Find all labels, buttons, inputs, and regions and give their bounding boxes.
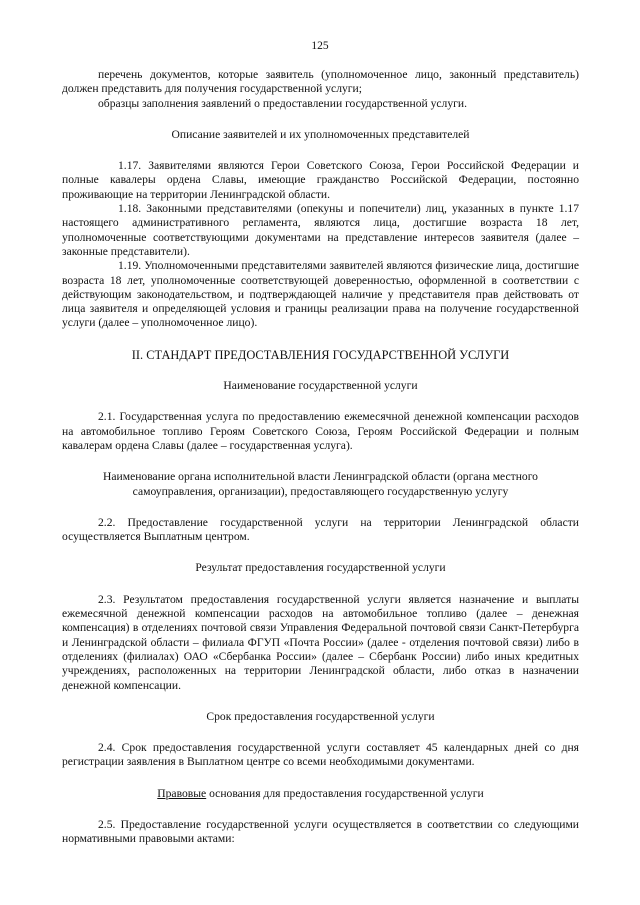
intro-documents-list: перечень документов, которые заявитель (уполномоченное лицо, законный представитель) должен представить для получения государственной услуги;: [62, 68, 579, 96]
document-body: [62, 68, 579, 847]
legal-heading-rest: основания для предоставления государственной услуги: [206, 786, 484, 800]
paragraph-2-5: 2.5. Предоставление государственной услуги осуществляется в соответствии со следующими нормативными правовыми актами:: [62, 817, 579, 846]
intro-samples: образцы заполнения заявлений о предоставлении государственной услуги.: [98, 96, 467, 110]
paragraph-1-19: 1.19. Уполномоченными представителями заявителей являются физические лица, достигшие возраста 18 лет, уполномоченные соответствующей доверенностью, оформленной в соответствии с действующим законодательством, и подтверждающей наличие у представителя прав действовать от лица заявителя и определяющей условия и границы реализации права на получение государственной услуги (далее – уполномоченное лицо).: [62, 259, 579, 330]
org-heading-line-1: Наименование органа исполнительной власти Ленинградской области (органа местного: [103, 470, 538, 484]
page-number: 125: [311, 40, 329, 52]
legal-heading-underlined: Правовые: [157, 786, 207, 800]
section-2-title: II. СТАНДАРТ ПРЕДОСТАВЛЕНИЯ ГОСУДАРСТВЕННОЙ УСЛУГИ: [131, 347, 510, 362]
paragraph-2-3: 2.3. Результатом предоставления государственной услуги является назначение и выплаты ежемесячной денежной компенсации расходов на автомобильное топливо (далее – денежная компенсация) в отделениях почтовой связи Управления Федеральной почтовой связи Санкт-Петербурга и Ленинградской области – филиала ФГУП «Почта России» (далее - отделения почтовой связи) либо в отделениях (филиалах) ОАО «Сбербанка России» (далее – Сбербанк России) либо иных кредитных учреждениях, расположенных на территории Ленинградской области, либо отказ в назначении денежной компенсации.: [62, 592, 579, 692]
term-heading: Срок предоставления государственной услуги: [206, 709, 435, 723]
paragraph-1-18: 1.18. Законными представителями (опекуны и попечители) лиц, указанных в пункте 1.17 настоящего административного регламента, являются лица, достигшие возраста 18 лет, уполномоченные соответствующими документами на представление интересов заявителя (далее – законные представители).: [62, 202, 579, 258]
service-name-heading: Наименование государственной услуги: [223, 379, 418, 393]
applicants-heading: Описание заявителей и их уполномоченных представителей: [171, 127, 470, 141]
paragraph-1-17: 1.17. Заявителями являются Герои Советского Союза, Герои Российской Федерации и полные кавалеры ордена Славы, имеющие гражданство Российской Федерации, постоянно проживающие на территории Ленинградской области.: [62, 159, 579, 201]
paragraph-2-2: 2.2. Предоставление государственной услуги на территории Ленинградской области осуществляется Выплатным центром.: [62, 515, 579, 544]
paragraph-2-4: 2.4. Срок предоставления государственной услуги составляет 45 календарных дней со дня регистрации заявления в Выплатном центре со всеми необходимыми документами.: [62, 741, 579, 769]
org-heading-line-2: самоуправления, организации), предоставляющего государственную услугу: [132, 484, 509, 498]
result-heading: Результат предоставления государственной услуги: [195, 561, 446, 575]
legal-basis-heading: [62, 787, 579, 801]
paragraph-2-1: 2.1. Государственная услуга по предоставлению ежемесячной денежной компенсации расходов на автомобильное топливо Героям Советского Союза, Героям Российской Федерации и полным кавалерам ордена Славы (далее – государственная услуга).: [62, 410, 579, 452]
